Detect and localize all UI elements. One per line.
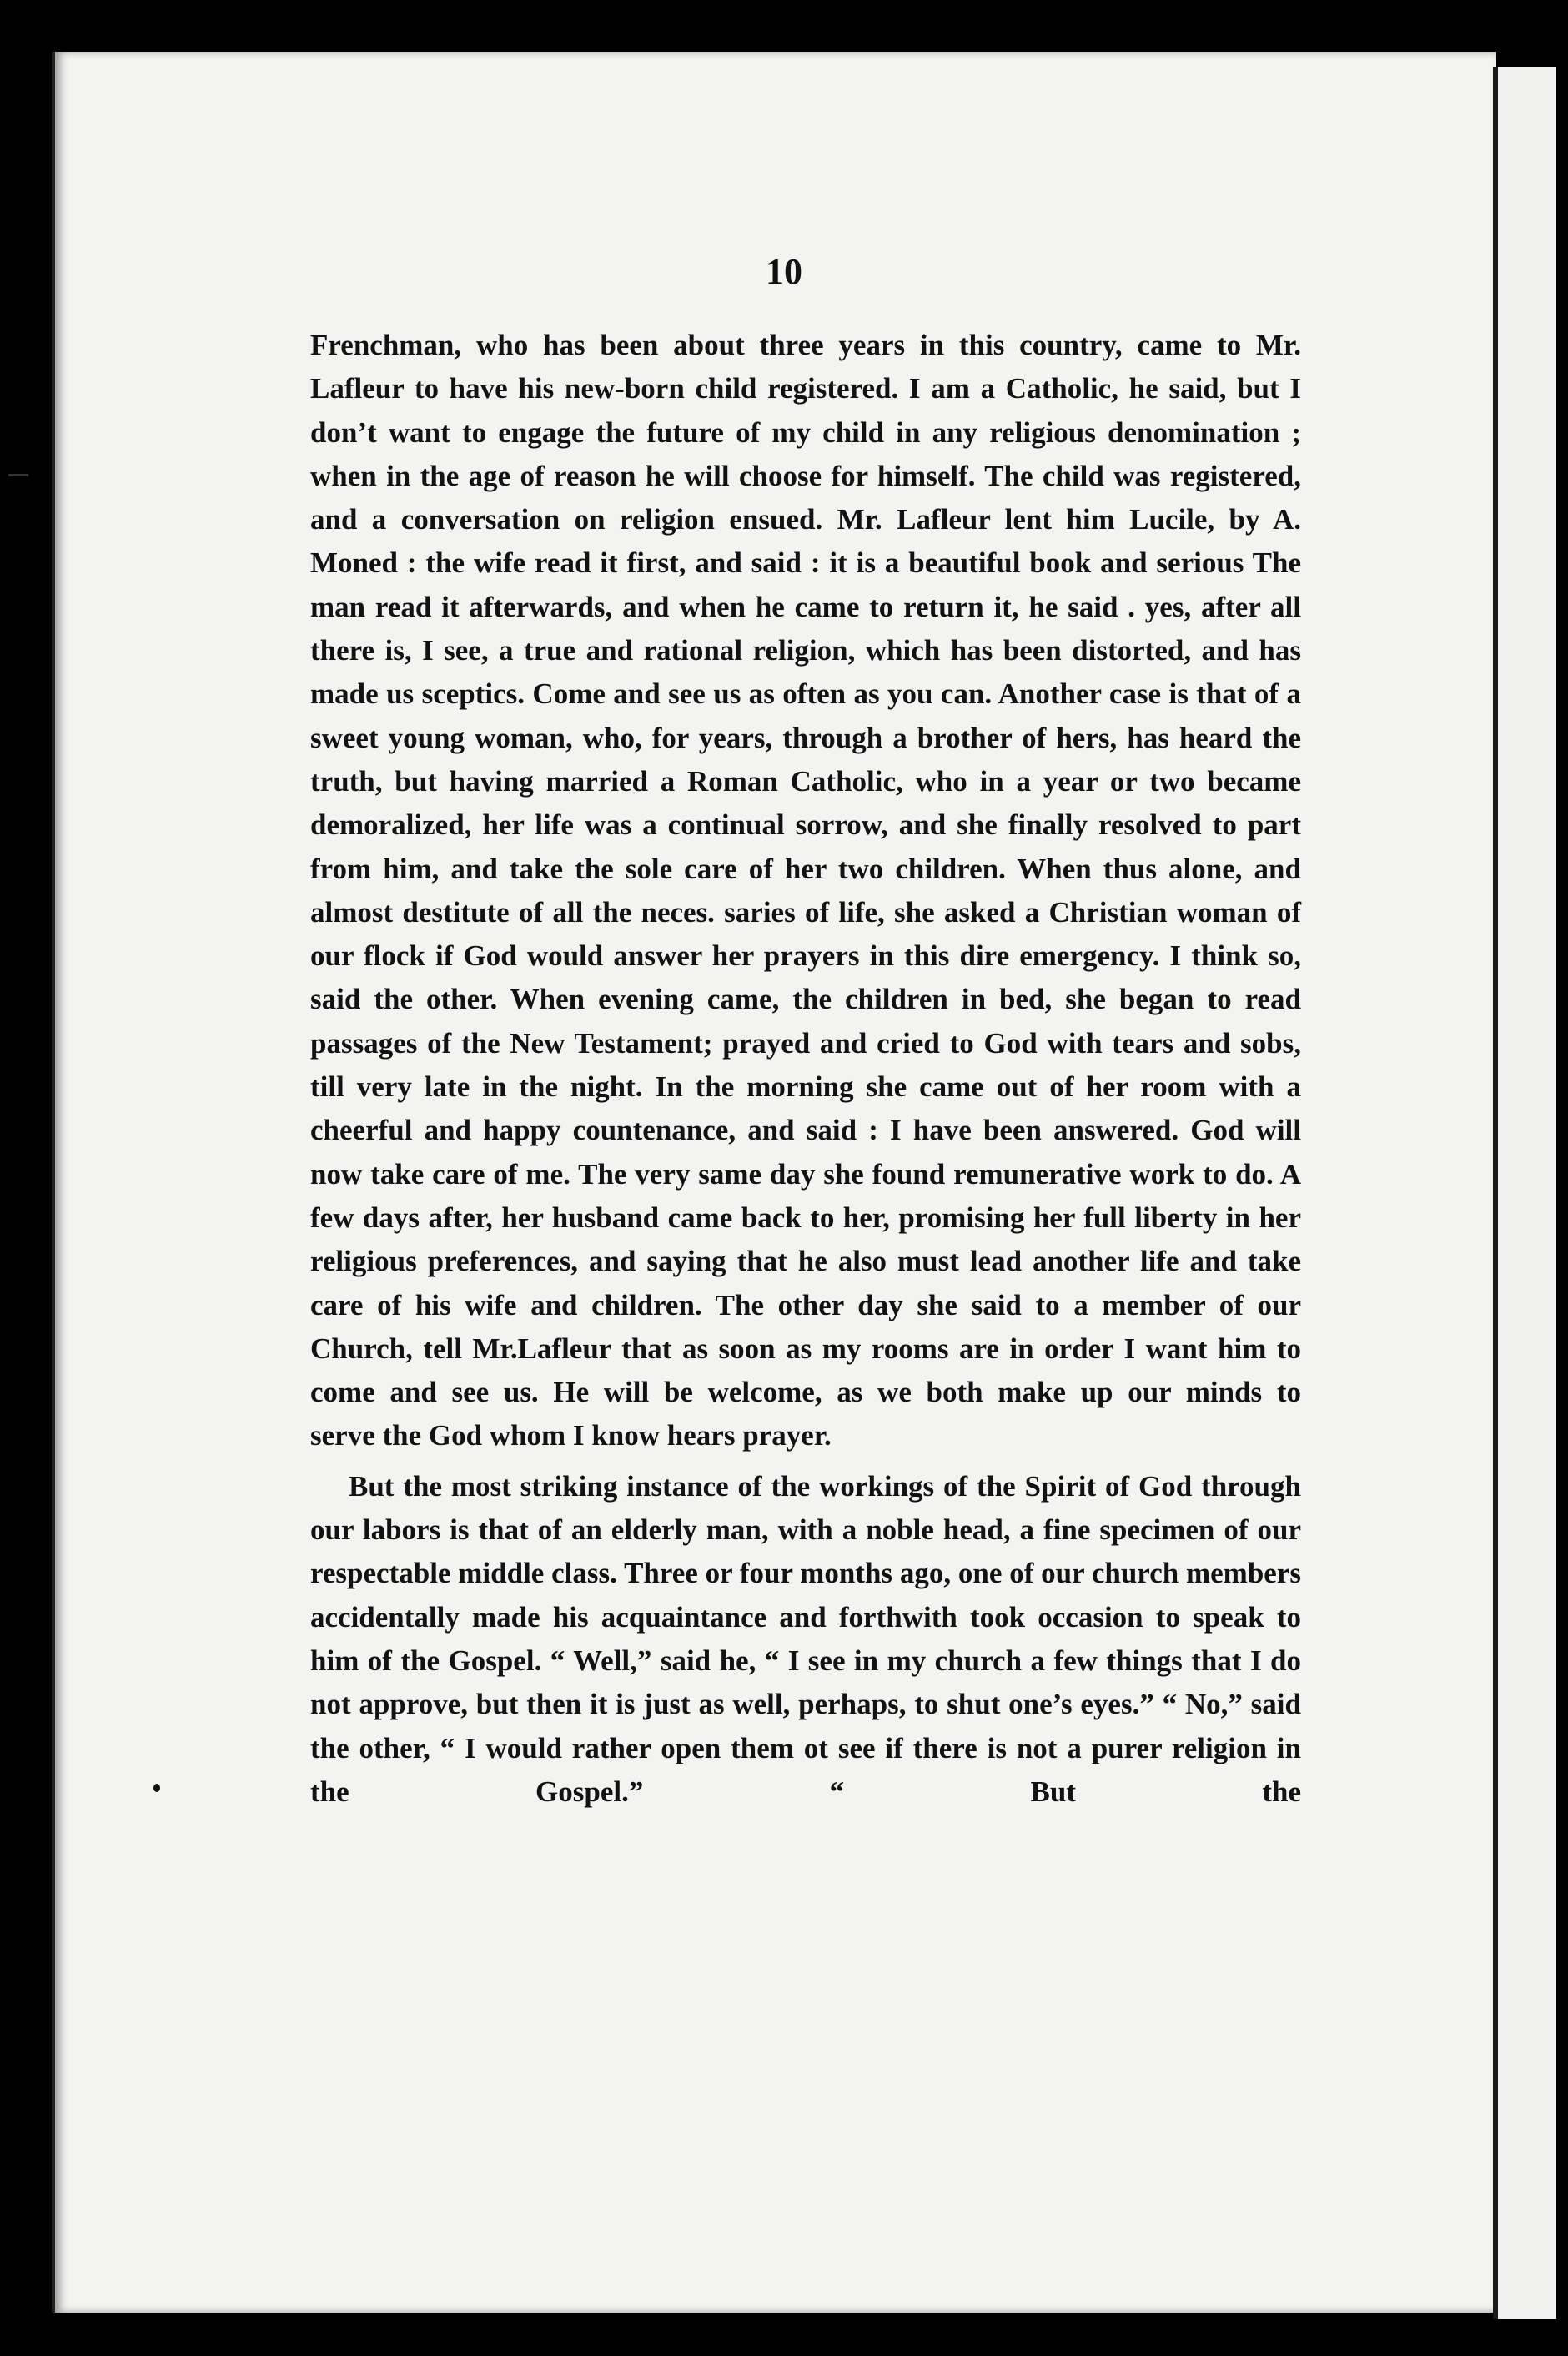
paragraph-1 — [310, 324, 1301, 1458]
paragraph-2: But the most striking instance of the workings of the Spirit of God through our labors is that of an elderly man, with a noble head, a fine specimen of our respectable middle class. Three or four months ago, one of our church members accidentally made his acquaintance and forthwith took occasion to speak to him of the Gospel. “ Well,” said he, “ I see in my church a few things that I do not approve, but then it is just as well, perhaps, to shut one’s eyes.” “ No,” said the other, “ I would rather open them ot see if there is not a purer religion in the Gospel.” “ But the — [310, 1469, 1301, 1808]
adjacent-page-strip — [1498, 67, 1556, 2319]
page-number: 10 — [766, 251, 802, 292]
page-body — [310, 324, 1301, 1814]
paragraph-1-text: Frenchman, who has been about three years in this country, came to Mr. Lafleur to have his new-born child registered. I am a Catholic, he said, but I don’t want to engage the future of my child in any religious denomination ; when in the age of reason he will choose for himself. The child was registered, and a conversation on religion ensued. Mr. Lafleur lent him Lucile, by A. Moned : the wife read it first, and said : it is a beautiful book and serious The man read it afterwards, and when he came to return it, he said . yes, after all there is, I see, a true and rational religion, which has been distorted, and has made us sceptics. Come and see us as often as you can. Another case is that of a sweet young woman, who, for years, through a brother of hers, has heard the truth, but having married a Roman Catholic, who in a year or two became demoralized, her life was a continual sorrow, and she finally resolved to part from him, and take the sole care of her two children. When thus alone, and almost destitute of all the neces. saries of life, she asked a Christian woman of our flock if God would answer her prayers in this dire emergency. I think so, said the other. When evening came, the children in bed, she began to read passages of the New Testament; prayed and cried to God with tears and sobs, till very late in the night. In the morning she came out of her room with a cheerful and happy countenance, and said : I have been answered. God will now take care of me. The very same day she found remunerative work to do. A few days after, her husband came back to her, promising her full liberty in her religious preferences, and saying that he also must lead another life and take care of his wife and children. The other day she said to a member of our Church, tell Mr.Lafleur that as soon as my rooms are in order I want him to come and see us. He will be welcome, as we both make up our minds to — [310, 329, 1301, 1409]
paragraph-1-last-line: serve the God whom I know hears prayer. — [310, 1419, 832, 1452]
margin-mark — [8, 474, 28, 476]
margin-dot — [153, 1784, 160, 1792]
